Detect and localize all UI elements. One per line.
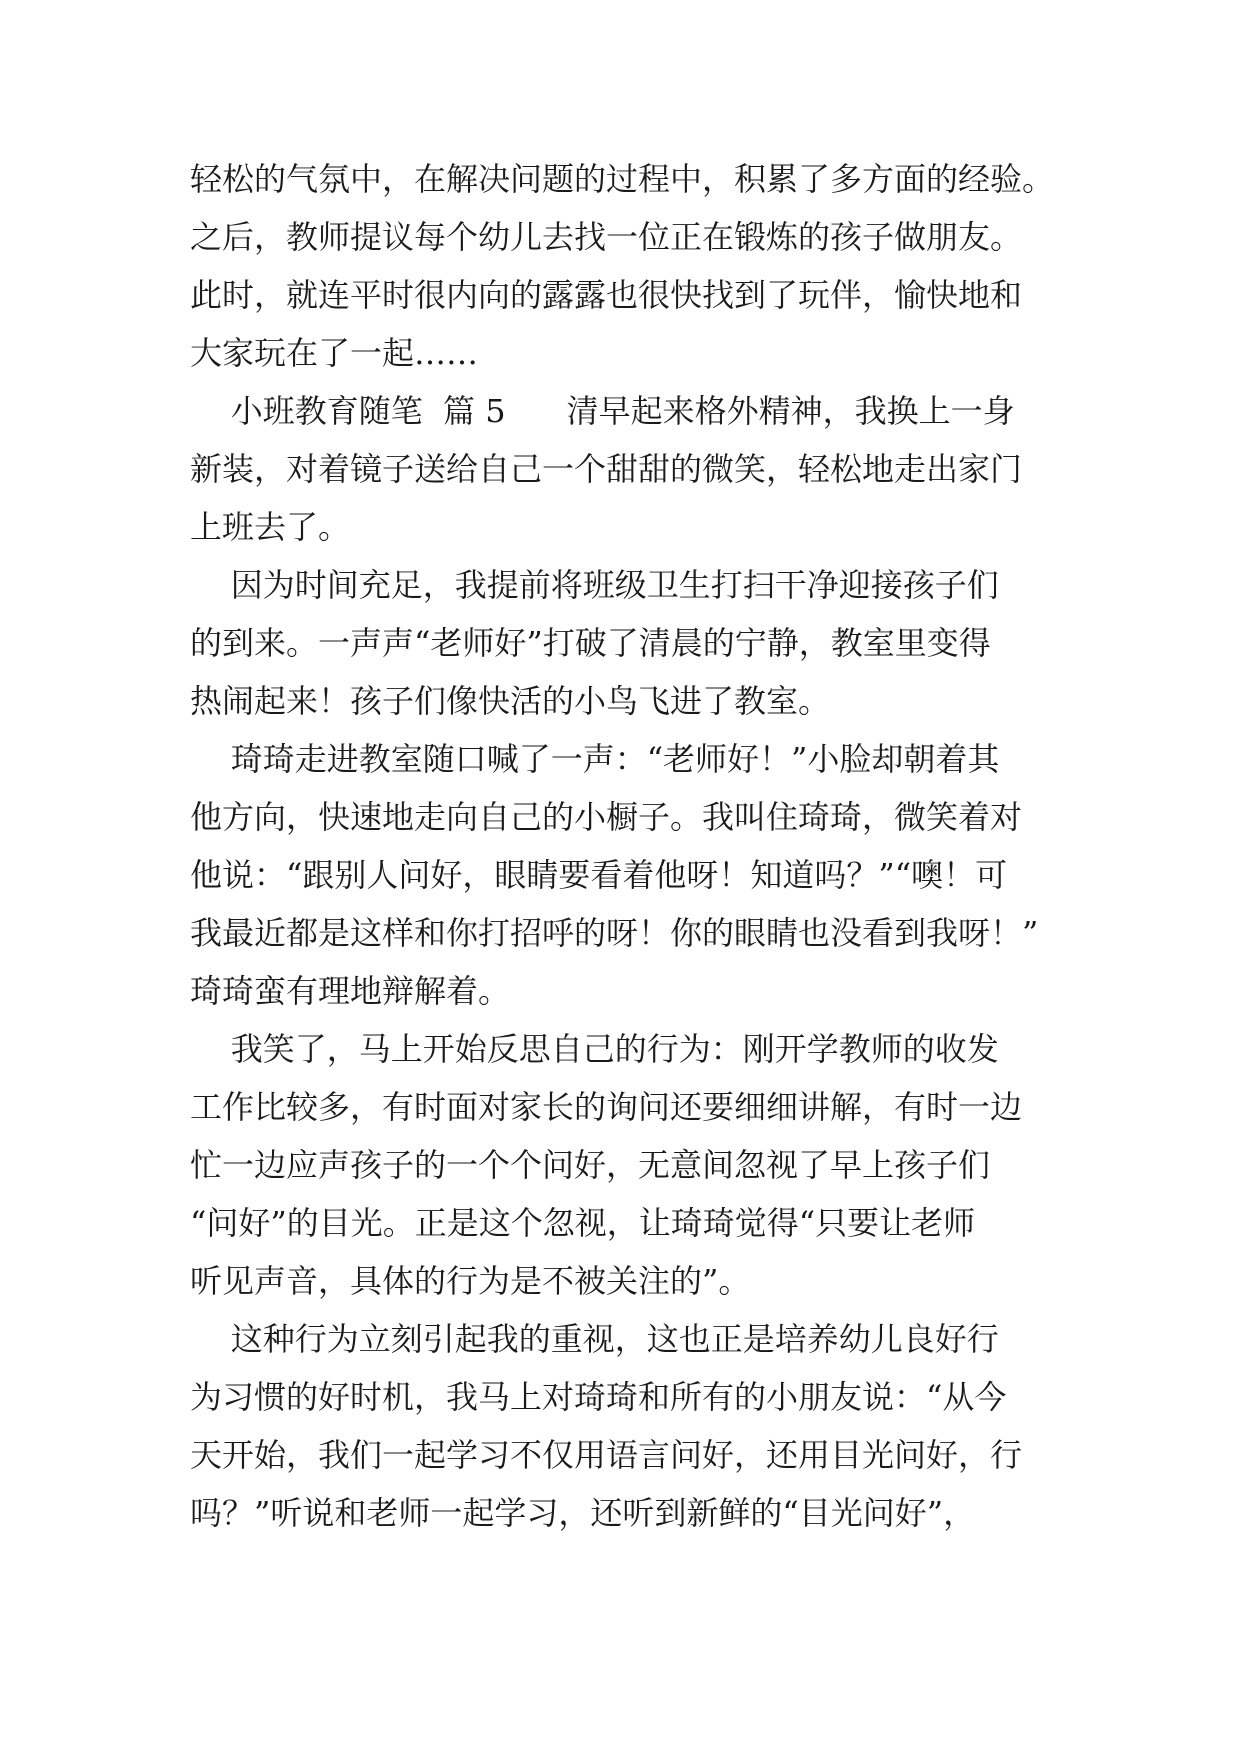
text-line: 轻松的气氛中，在解决问题的过程中，积累了多方面的经验。	[190, 160, 1055, 198]
text-line: 吗？”听说和老师一起学习，还听到新鲜的“目光问好”，	[190, 1494, 976, 1532]
text-line: 工作比较多，有时面对家长的询问还要细细讲解，有时一边	[190, 1088, 1023, 1126]
text-line: 听见声音，具体的行为是不被关注的”。	[190, 1262, 751, 1300]
body-text	[190, 150, 1070, 1542]
text-line: 我最近都是这样和你打招呼的呀！你的眼睛也没看到我呀！”	[190, 914, 1039, 952]
text-line: 他方向，快速地走向自己的小橱子。我叫住琦琦，微笑着对	[190, 798, 1023, 836]
text-line: 天开始，我们一起学习不仅用语言问好，还用目光问好，行	[190, 1436, 1023, 1474]
text-line: 我笑了，马上开始反思自己的行为：刚开学教师的收发	[190, 1030, 999, 1068]
text-line: 琦琦蛮有理地辩解着。	[190, 972, 511, 1010]
text-line: 忙一边应声孩子的一个个问好，无意间忽视了早上孩子们	[190, 1146, 991, 1184]
text-line: 此时，就连平时很内向的露露也很快找到了玩伴，愉快地和	[190, 276, 1023, 314]
text-line: 新装，对着镜子送给自己一个甜甜的微笑，轻松地走出家门	[190, 450, 1023, 488]
text-line: 琦琦走进教室随口喊了一声：“老师好！”小脸却朝着其	[190, 740, 1000, 778]
text-line: 大家玩在了一起……	[190, 334, 479, 372]
text-line: 热闹起来！孩子们像快活的小鸟飞进了教室。	[190, 682, 831, 720]
text-line: 因为时间充足，我提前将班级卫生打扫干净迎接孩子们	[190, 566, 999, 604]
section-heading-line: 小班教育随笔 篇 5 清早起来格外精神，我换上一身	[190, 392, 1015, 430]
text-line: 之后，教师提议每个幼儿去找一位正在锻炼的孩子做朋友。	[190, 218, 1023, 256]
text-line: 上班去了。	[190, 508, 351, 546]
text-line: 为习惯的好时机，我马上对琦琦和所有的小朋友说：“从今	[190, 1378, 1007, 1416]
text-line: “问好”的目光。正是这个忽视，让琦琦觉得“只要让老师	[190, 1204, 976, 1242]
text-line: 他说：“跟别人问好，眼睛要看着他呀！知道吗？”“噢！可	[190, 856, 1008, 894]
text-line: 这种行为立刻引起我的重视，这也正是培养幼儿良好行	[190, 1320, 999, 1358]
text-line: 的到来。一声声“老师好”打破了清晨的宁静，教室里变得	[190, 624, 991, 662]
